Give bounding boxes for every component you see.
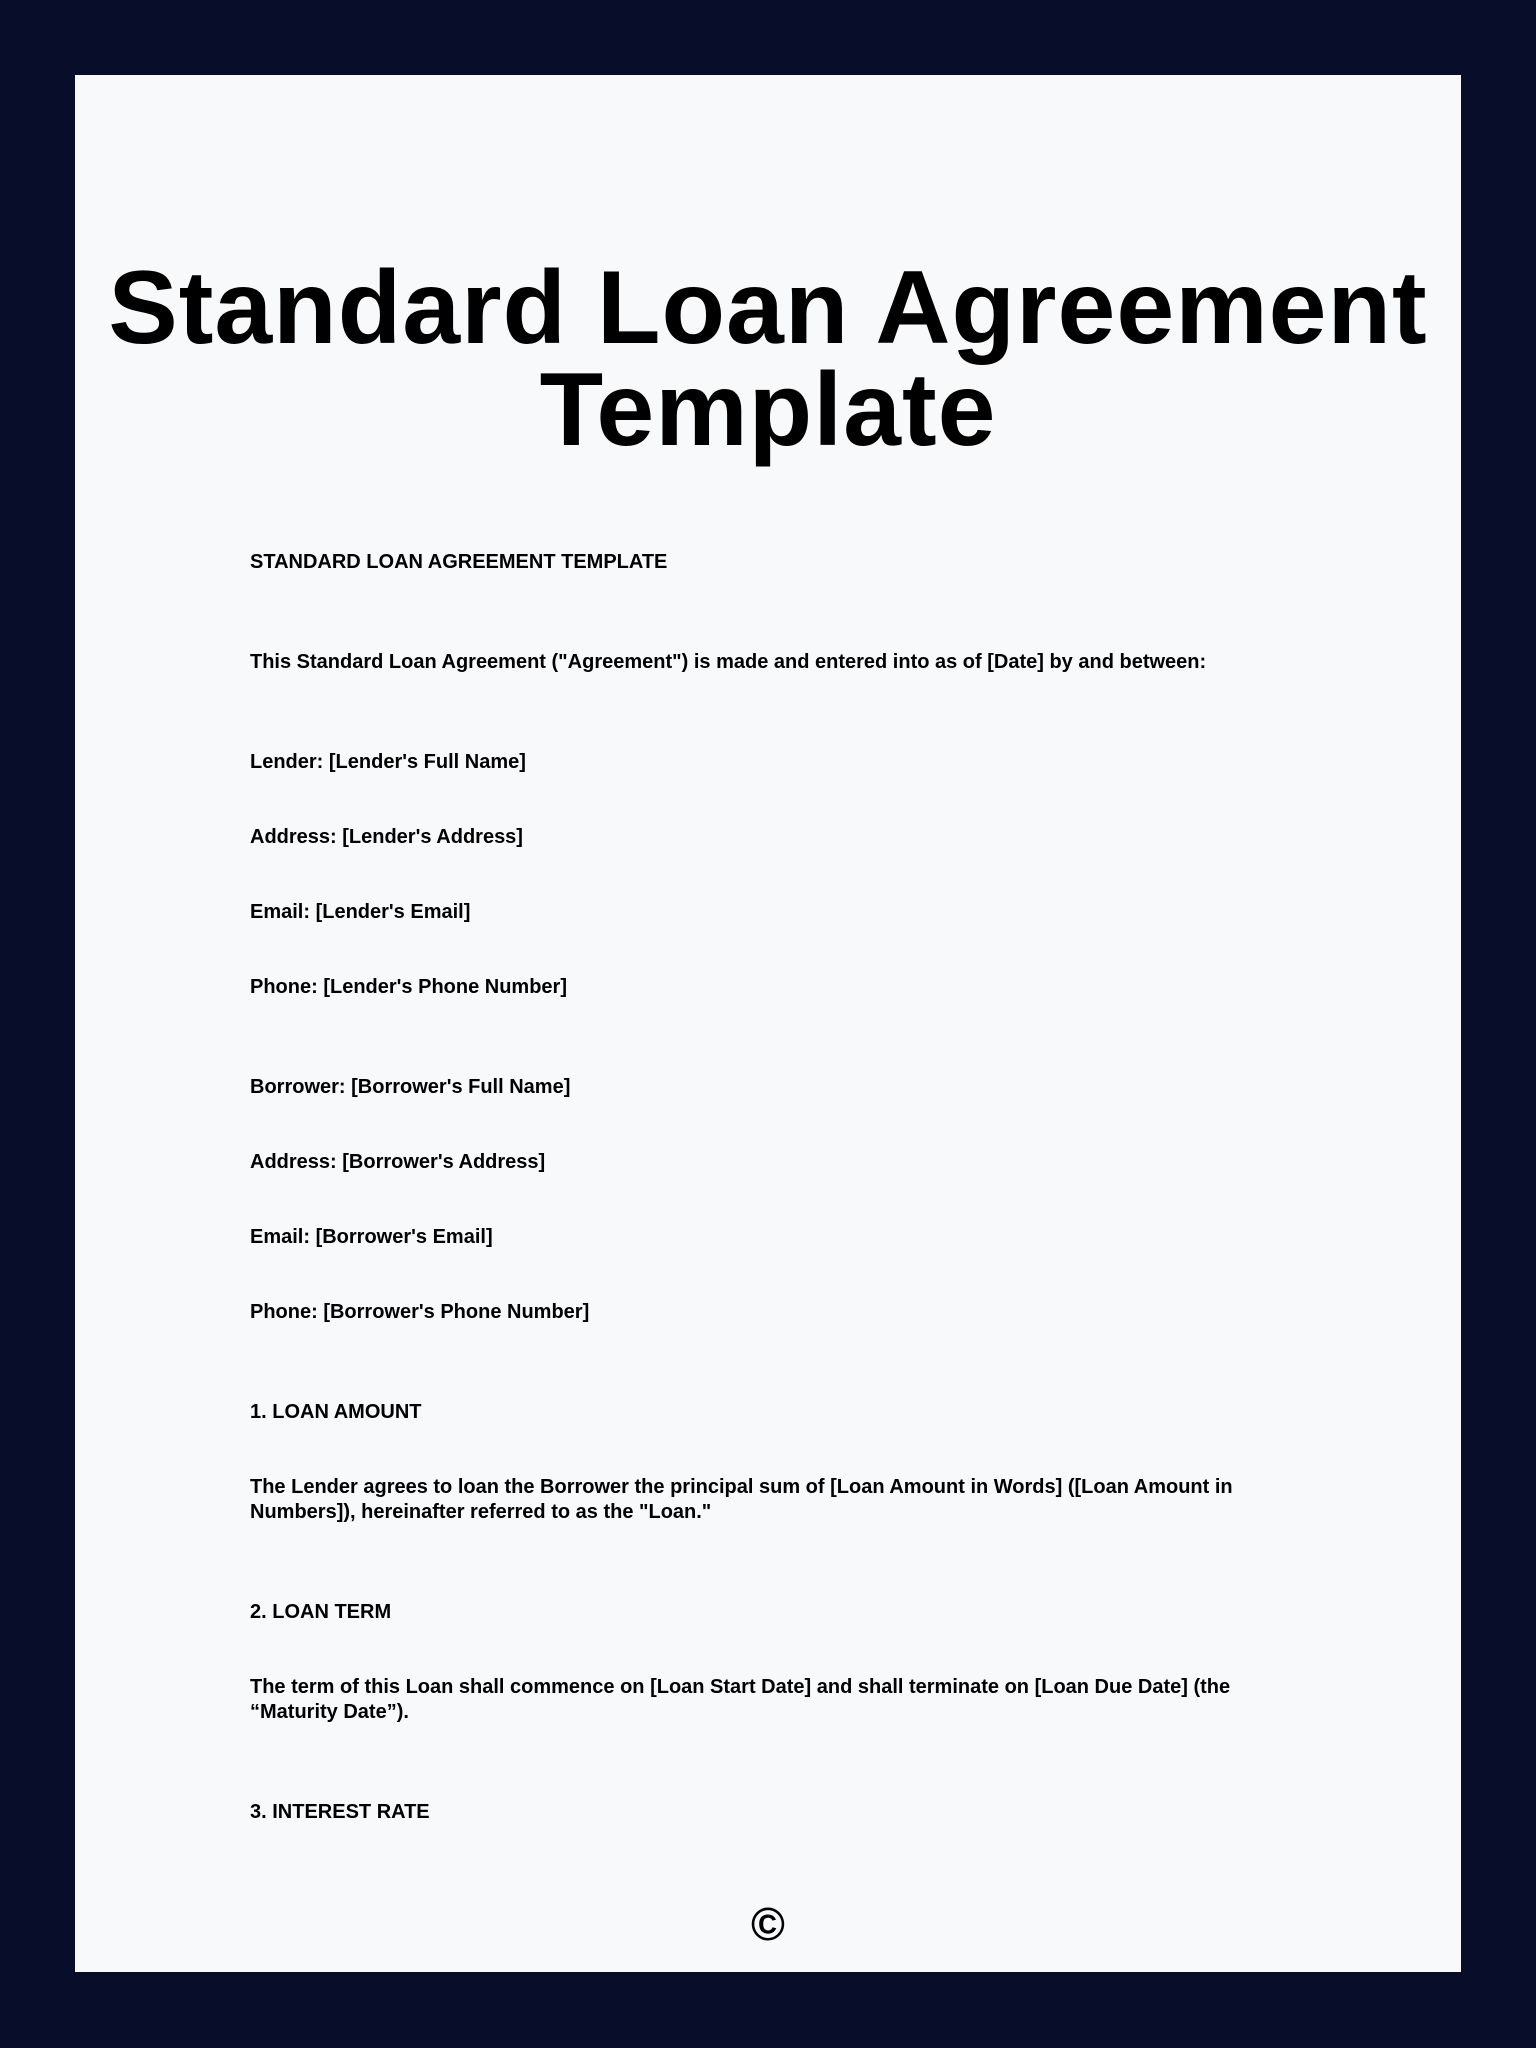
section-text: The Lender agrees to loan the Borrower the principal sum of [Loan Amount in Words] ([Loan Amount in Numbers]), hereinafter referred to as the "Loan." <box>250 1476 1233 1523</box>
section-heading: 1. LOAN AMOUNT <box>250 1401 422 1423</box>
intro-paragraph: This Standard Loan Agreement ("Agreement") is made and entered into as of [Date] by and between: <box>250 651 1207 673</box>
lender-address: Address: [Lender's Address] <box>250 826 523 848</box>
borrower-name: Borrower: [Borrower's Full Name] <box>250 1076 571 1098</box>
borrower-phone: Phone: [Borrower's Phone Number] <box>250 1301 590 1323</box>
borrower-email: Email: [Borrower's Email] <box>250 1226 493 1248</box>
section-heading: 3. INTEREST RATE <box>250 1801 430 1823</box>
borrower-address: Address: [Borrower's Address] <box>250 1151 546 1173</box>
lender-phone: Phone: [Lender's Phone Number] <box>250 976 568 998</box>
copyright-icon: © <box>751 1898 785 1950</box>
section-text: The term of this Loan shall commence on [Loan Start Date] and shall terminate on [Loan Due Date] (the “Maturity Date”). <box>250 1676 1231 1723</box>
document-title: Standard Loan Agreement Template <box>108 250 1428 468</box>
document-page <box>75 75 1461 1972</box>
document-heading: STANDARD LOAN AGREEMENT TEMPLATE <box>250 551 668 573</box>
lender-email: Email: [Lender's Email] <box>250 901 471 923</box>
section-heading: 2. LOAN TERM <box>250 1601 392 1623</box>
lender-name: Lender: [Lender's Full Name] <box>250 751 526 773</box>
